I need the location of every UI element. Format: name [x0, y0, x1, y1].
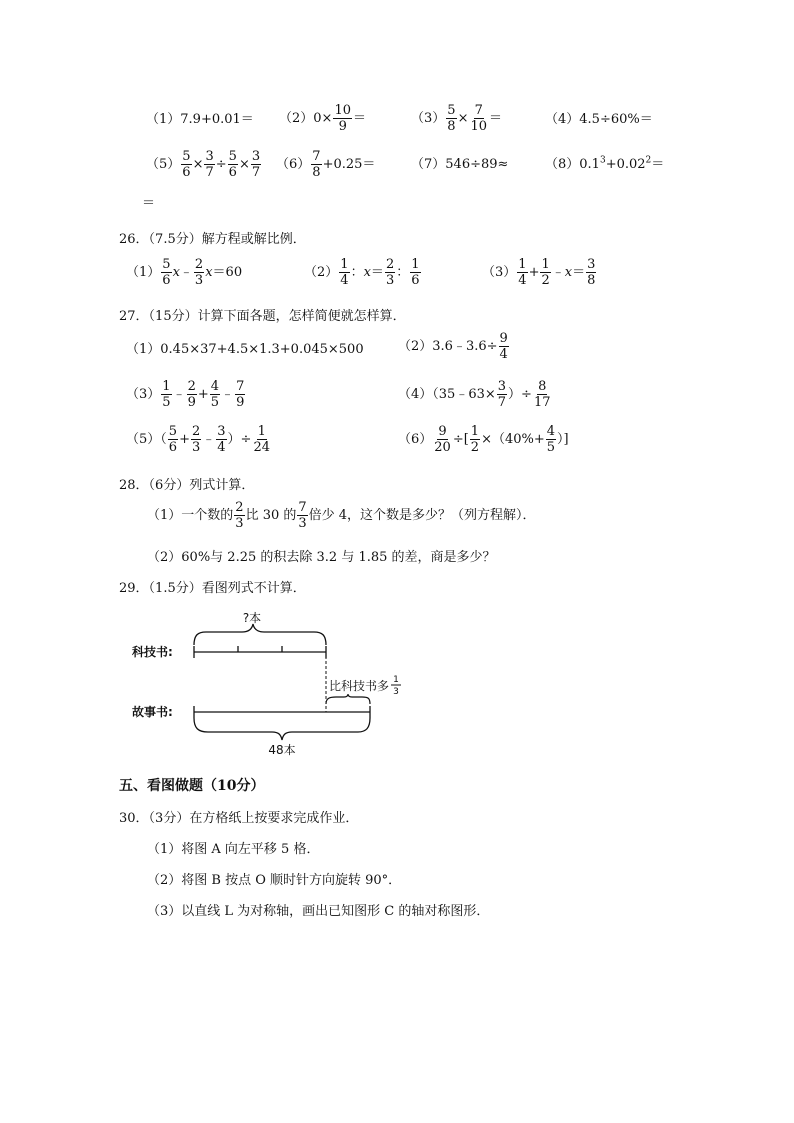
numerator: 5: [168, 424, 178, 439]
denominator: 4: [340, 273, 349, 288]
q25-item-1: （1）7.9+0.01＝: [146, 112, 254, 127]
fraction: [252, 425, 271, 454]
section-5-title: 五、看图做题（10分）: [119, 778, 265, 794]
science-books-label: 科技书:: [132, 645, 173, 659]
denominator: 3: [385, 273, 395, 288]
denominator: 5: [162, 395, 171, 410]
denominator: 5: [210, 395, 220, 410]
numerator: 4: [546, 424, 556, 439]
denominator: 3: [194, 273, 204, 288]
numerator: 2: [191, 424, 201, 439]
denominator: 3: [235, 516, 244, 531]
operator: ：: [396, 265, 410, 280]
fraction: [470, 425, 480, 454]
numerator: 9: [499, 331, 508, 346]
denominator: 4: [518, 273, 527, 288]
side-fraction-numerator: 1: [393, 675, 399, 685]
q27-calc-2-lead: （2）3.6﹣3.6÷: [398, 339, 498, 354]
q25-item-4: （4）4.5÷60%＝: [545, 112, 653, 127]
numerator: 2: [194, 257, 204, 272]
fraction: [235, 380, 245, 409]
fraction: [339, 258, 349, 287]
denominator: 6: [411, 273, 420, 288]
fraction: [385, 258, 395, 287]
q25-item-3-tail: ＝: [489, 111, 503, 126]
denominator: 10: [470, 119, 488, 134]
fraction: [446, 104, 456, 133]
fraction: [533, 380, 552, 409]
denominator: 6: [168, 440, 178, 455]
numerator: 1: [518, 257, 527, 272]
variable: x: [205, 265, 213, 280]
top-brace: [194, 624, 326, 645]
numerator: 3: [205, 149, 214, 164]
numerator: 1: [541, 257, 550, 272]
fraction: [469, 104, 488, 133]
fraction: [311, 150, 321, 179]
q26-title: 26．（7.5分）解方程或解比例．: [119, 232, 306, 247]
q25-item-6: [276, 150, 375, 179]
q27-calc-6: [398, 425, 569, 454]
numerator: 7: [298, 500, 307, 515]
q28-problem-1: [147, 501, 536, 530]
operator: ×: [238, 157, 250, 172]
q25-item-8-tail: ＝: [651, 157, 665, 172]
segment-diagram: [132, 608, 422, 758]
fraction: [228, 150, 238, 179]
q25-item-2-lead: （2）0×: [279, 111, 333, 126]
fraction: [499, 332, 509, 361]
numerator: 8: [538, 379, 547, 394]
fraction: [187, 380, 197, 409]
q25-item-2: [279, 104, 366, 133]
q25-item-3-lead: （3）: [411, 111, 446, 126]
q27-title: 27．（15分）计算下面各题，怎样简便就怎样算．: [119, 309, 406, 324]
variable: x: [564, 265, 573, 280]
fraction: [161, 258, 171, 287]
denominator: 7: [205, 165, 214, 180]
denominator: 9: [187, 395, 196, 410]
denominator: 6: [228, 165, 237, 180]
q25-item-8: [545, 153, 664, 172]
side-fraction-denominator: 3: [393, 687, 399, 697]
operator: +: [179, 432, 190, 447]
numerator: 3: [497, 379, 507, 394]
denominator: 2: [470, 440, 480, 455]
denominator: 4: [499, 347, 508, 362]
q25-item-8-lead: （8）0.1: [545, 157, 600, 172]
numerator: 5: [182, 149, 191, 164]
q30-step-2: （2）将图 B 按点 O 顺时针方向旋转 90°．: [147, 873, 402, 888]
fraction: [540, 258, 550, 287]
fraction: [191, 425, 201, 454]
q27-calc-5-lead: （5）（: [126, 432, 167, 447]
q27-calc-4: [398, 380, 552, 409]
q29-title: 29．（1.5分）看图列式不计算．: [119, 581, 306, 596]
denominator: 8: [312, 165, 321, 180]
fraction: [216, 425, 226, 454]
operator: ﹣: [179, 265, 193, 280]
numerator: 5: [162, 257, 171, 272]
q30-step-3: （3）以直线 L 为对称轴，画出已知图形 C 的轴对称图形．: [147, 904, 490, 919]
operator: +: [197, 387, 209, 402]
q30-title: 30．（3分）在方格纸上按要求完成作业．: [119, 811, 359, 826]
q26-equation-1-lead: （1）: [126, 265, 161, 280]
story-books-label: 故事书:: [132, 705, 173, 719]
q25-item-6-lead: （6）: [276, 157, 311, 172]
fraction: [210, 380, 220, 409]
q27-calc-4-mid: ）÷: [508, 387, 532, 402]
denominator: 8: [447, 119, 456, 134]
denominator: 3: [298, 516, 307, 531]
numerator: 5: [228, 149, 237, 164]
denominator: 2: [541, 273, 550, 288]
fraction: [161, 380, 171, 409]
denominator: 4: [217, 440, 226, 455]
denominator: 7: [251, 165, 261, 180]
denominator: 8: [587, 273, 596, 288]
numerator: 9: [438, 424, 447, 439]
operator: ＝: [572, 265, 586, 280]
denominator: 7: [497, 395, 507, 410]
fraction: [517, 258, 527, 287]
operator: ﹣: [202, 432, 216, 447]
fraction: [333, 104, 352, 133]
fraction: [194, 258, 204, 287]
denominator: 24: [253, 440, 270, 455]
numerator: 4: [210, 379, 220, 394]
fraction: [297, 501, 307, 530]
q26-equation-1-tail: ＝60: [212, 265, 243, 280]
q26-equation-2-lead: （2）: [304, 265, 339, 280]
fraction: [546, 425, 556, 454]
fraction: [181, 150, 191, 179]
denominator: 5: [546, 440, 556, 455]
numerator: 2: [187, 379, 196, 394]
numerator: 1: [162, 379, 171, 394]
denominator: 9: [236, 395, 245, 410]
operator: ﹣: [551, 265, 565, 280]
operator: ×: [192, 157, 204, 172]
q25-item-2-tail: ＝: [352, 111, 366, 126]
numerator: 1: [470, 424, 480, 439]
operator: ×: [457, 111, 469, 126]
numerator: 3: [217, 424, 226, 439]
more-than-label: 比科技书多: [329, 679, 390, 693]
numerator: 3: [251, 149, 261, 164]
operator: ÷: [215, 157, 227, 172]
numerator: 5: [447, 103, 456, 118]
q28-problem-1-mid: 比 30 的: [245, 508, 297, 523]
numerator: 1: [257, 424, 266, 439]
variable: x: [363, 265, 371, 280]
numerator: 1: [411, 257, 420, 272]
fraction: [234, 501, 244, 530]
numerator: 7: [312, 149, 321, 164]
operator: ＝: [370, 265, 384, 280]
q25-item-3: [411, 104, 502, 133]
numerator: 3: [587, 257, 596, 272]
question-label: ?本: [242, 611, 262, 625]
q27-calc-5: [126, 425, 272, 454]
numerator: 2: [235, 500, 244, 515]
q27-calc-3-lead: （3）: [126, 387, 161, 402]
operator: +: [528, 265, 540, 280]
q26-equation-3-lead: （3）: [482, 265, 517, 280]
q26-equation-1: [126, 258, 242, 287]
exponent: 2: [645, 155, 652, 166]
extra-brace: [326, 694, 370, 704]
denominator: 9: [338, 119, 347, 134]
operator: ﹣: [172, 387, 186, 402]
numerator: 7: [236, 379, 245, 394]
numerator: 2: [385, 257, 395, 272]
operator: ：: [350, 265, 364, 280]
q30-step-1: （1）将图 A 向左平移 5 格．: [147, 842, 320, 857]
denominator: 20: [434, 440, 451, 455]
q27-calc-1: （1）0.45×37+4.5×1.3+0.045×500: [126, 342, 364, 357]
q27-calc-5-mid: ）÷: [227, 432, 252, 447]
q28-problem-1-tail: 倍少 4，这个数是多少？（列方程解）．: [308, 508, 536, 523]
q28-problem-1-lead: （1）一个数的: [147, 508, 234, 523]
q26-equation-2: [304, 258, 422, 287]
exponent: 3: [599, 155, 606, 166]
numerator: 10: [334, 103, 351, 118]
numerator: 7: [474, 103, 483, 118]
fraction: [497, 380, 507, 409]
fraction: [433, 425, 452, 454]
numerator: 1: [340, 257, 349, 272]
q27-calc-2: [398, 332, 510, 361]
bottom-brace: [194, 718, 370, 740]
fraction: [586, 258, 596, 287]
operator: ×（40%+: [481, 432, 545, 447]
denominator: 6: [182, 165, 191, 180]
q27-calc-6-lead: （6）: [398, 432, 433, 447]
fraction: [410, 258, 420, 287]
total-label: 48本: [268, 743, 296, 757]
operator: ÷[: [452, 432, 469, 447]
q25-item-5-equals: ＝: [142, 196, 156, 211]
q26-equation-3: [482, 258, 597, 287]
operator: ﹣: [221, 387, 235, 402]
q28-problem-2: （2）60%与 2.25 的积去除 3.2 与 1.85 的差，商是多少？: [147, 550, 496, 565]
q25-item-7: （7）546÷89≈: [411, 157, 509, 172]
variable: x: [172, 265, 180, 280]
fraction: [251, 150, 261, 179]
fraction: [168, 425, 178, 454]
q28-title: 28．（6分）列式计算．: [119, 478, 255, 493]
denominator: 6: [162, 273, 171, 288]
q25-item-5: [146, 150, 262, 179]
q25-item-6-tail: +0.25＝: [322, 157, 376, 172]
q25-item-5-lead: （5）: [146, 157, 181, 172]
denominator: 17: [533, 395, 551, 410]
q27-calc-6-tail: ）]: [557, 432, 569, 447]
denominator: 3: [191, 440, 201, 455]
q27-calc-4-lead: （4）（35﹣63×: [398, 387, 496, 402]
q25-item-8-mid: +0.02: [605, 157, 646, 172]
q27-calc-3: [126, 380, 246, 409]
fraction: [204, 150, 214, 179]
